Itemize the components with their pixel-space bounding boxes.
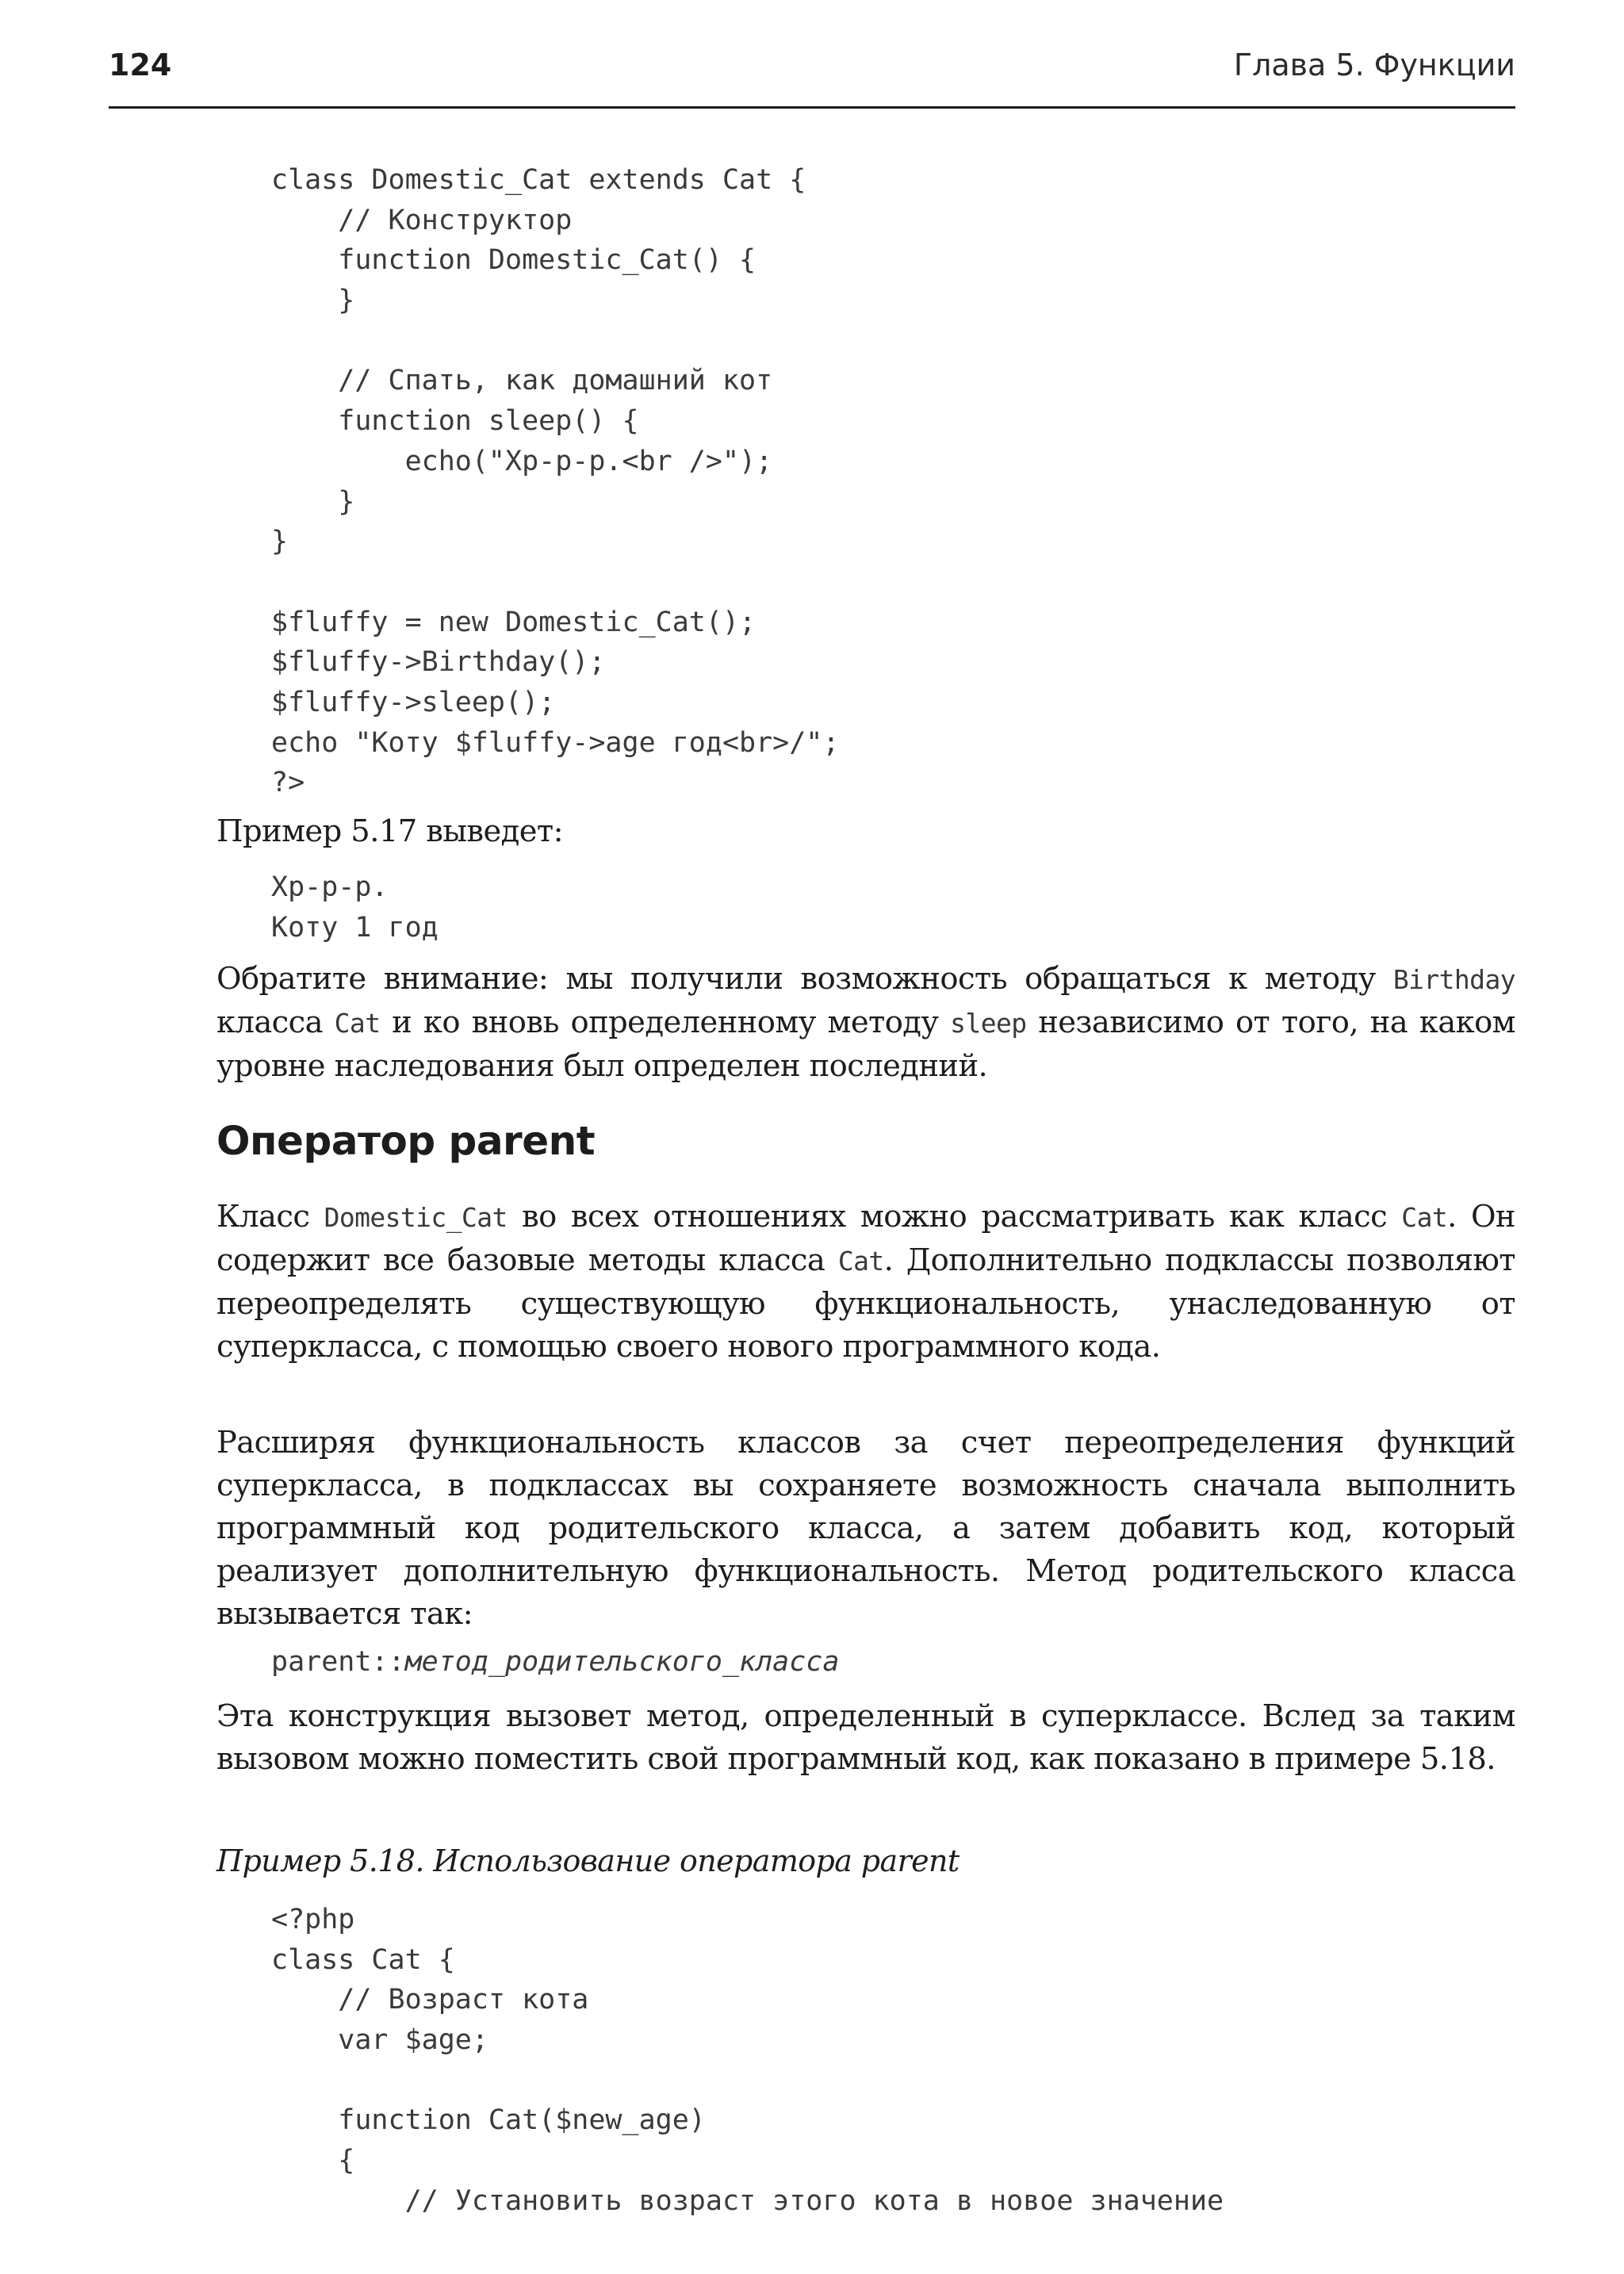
- text-run: Класс: [216, 1199, 324, 1235]
- code-line: function sleep() {: [271, 405, 639, 438]
- code-line: [271, 562, 839, 603]
- code-listing-5-17-continued: [271, 160, 839, 803]
- parent-syntax: [271, 1646, 839, 1678]
- code-line: class Cat {: [271, 1943, 455, 1976]
- text-run: класса: [216, 1005, 335, 1040]
- code-line: $fluffy->sleep();: [271, 686, 556, 718]
- code-line: // Конструктор: [271, 204, 573, 236]
- paragraph-inheritance-note: [216, 958, 1515, 1088]
- text-run: и ко вновь определенному методу: [380, 1005, 951, 1040]
- code-line: var $age;: [271, 2024, 488, 2057]
- inline-code: Cat: [1401, 1202, 1448, 1233]
- output-intro: Пример 5.17 выведет:: [216, 814, 563, 849]
- example-caption: Пример 5.18. Использование оператора parent: [216, 1843, 959, 1878]
- code-line: }: [271, 485, 355, 518]
- code-text: parent::: [271, 1646, 405, 1678]
- code-line: class Domestic_Cat extends Cat {: [271, 164, 806, 196]
- chapter-title: Глава 5. Функции: [1233, 48, 1515, 82]
- text-run: во всех отношениях можно рассматривать как класс: [507, 1199, 1402, 1235]
- inline-code: sleep: [950, 1008, 1027, 1039]
- paragraph-domestic-cat: [216, 1196, 1515, 1369]
- code-line: $fluffy = new Domestic_Cat();: [271, 606, 756, 638]
- code-line: }: [271, 285, 355, 317]
- paragraph-call-parent: Эта конструкция вызовет метод, определенный в суперклассе. Вслед за таким вызовом можно поместить свой программный код, как показано в примере 5.18.: [216, 1698, 1515, 1777]
- text-run: . Он содержит все базовые методы класса: [216, 1199, 1515, 1278]
- program-output: [271, 867, 439, 948]
- code-line: $fluffy->Birthday();: [271, 646, 606, 679]
- code-line: [271, 321, 839, 362]
- code-line: function Domestic_Cat() {: [271, 244, 756, 277]
- header-rule: [109, 106, 1515, 109]
- code-line: echo "Коту $fluffy->age год<br>/";: [271, 726, 840, 759]
- code-line: // Установить возраст этого кота в новое значение: [271, 2184, 1224, 2217]
- code-line: function Cat($new_age): [271, 2104, 706, 2137]
- code-placeholder: метод_родительского_класса: [404, 1646, 840, 1678]
- inline-code: Birthday: [1392, 964, 1515, 995]
- text-run: независимо от того, на каком уровне наследования был определен последний.: [216, 1005, 1516, 1084]
- code-line: }: [271, 526, 289, 558]
- text-run: . Дополнительно подклассы позволяют переопределять существующую функциональность, унаследованную от суперкласса, с помощью своего нового программного кода.: [216, 1242, 1515, 1365]
- code-line: echo("Хр-р-р.<br />");: [271, 445, 773, 477]
- output-line: Коту 1 год: [271, 911, 439, 944]
- section-heading: Оператор parent: [216, 1118, 596, 1164]
- inline-code: Cat: [334, 1008, 381, 1039]
- code-line: // Возраст кота: [271, 1984, 589, 2016]
- inline-code: Cat: [837, 1246, 884, 1277]
- code-line: ?>: [271, 767, 305, 799]
- text-run: Обратите внимание: мы получили возможность обращаться к методу: [216, 961, 1393, 997]
- code-line: {: [271, 2145, 355, 2177]
- code-line: // Спать, как домашний кот: [271, 365, 773, 397]
- code-listing-5-18: [271, 1900, 1224, 2222]
- paragraph-extending: Расширяя функциональность классов за счет переопределения функций суперкласса, в подклассах вы сохраняете возможность сначала выполнить программный код родительского класса, а затем добавить код, который реализует дополнительную функциональность. Метод родительского класса вызывается так:: [216, 1425, 1515, 1632]
- inline-code: Domestic_Cat: [324, 1202, 508, 1233]
- running-head: [109, 44, 1515, 94]
- output-line: Хр-р-р.: [271, 871, 389, 903]
- page-number: 124: [109, 48, 172, 82]
- code-line: <?php: [271, 1904, 355, 1935]
- code-line: [271, 2061, 1224, 2101]
